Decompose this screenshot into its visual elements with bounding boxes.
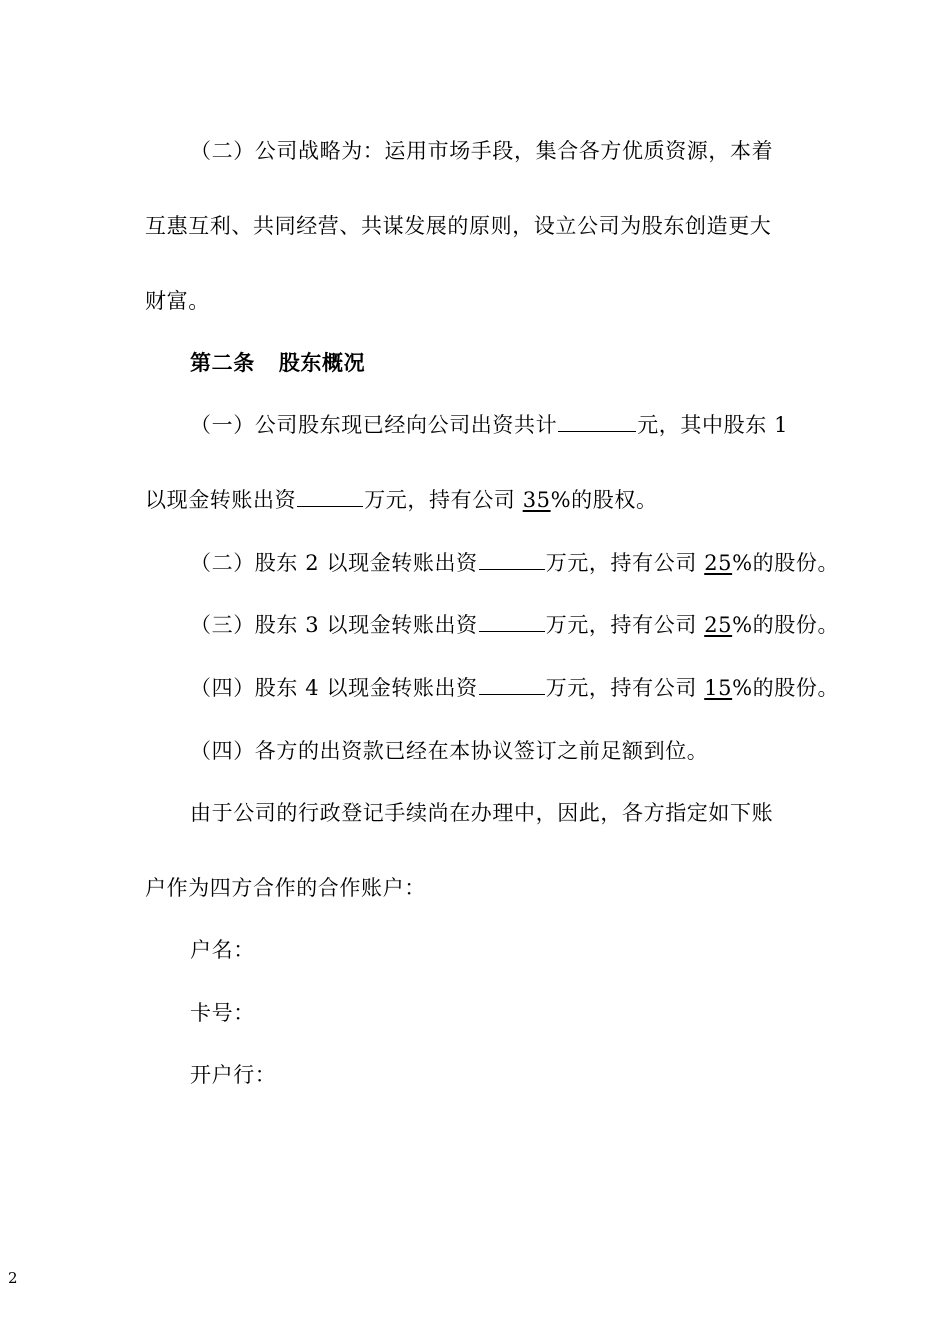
paragraph-shareholders-line-1: （一）公司股东现已经向公司出资共计 元，其中股东 1 <box>190 413 789 437</box>
shareholder-1-amount-blank <box>297 486 363 507</box>
account-name-label: 户名： <box>190 938 255 962</box>
shareholder-3-percent: 25 <box>704 613 733 637</box>
paragraph-shareholder-2: （二）股东 2 以现金转账出资 万元，持有公司 25%的股份。 <box>190 551 840 575</box>
paragraph-strategy-line-3: 财富。 <box>145 289 210 313</box>
paragraph-strategy-line-2: 互惠互利、共同经营、共谋发展的原则，设立公司为股东创造更大 <box>145 214 772 238</box>
article-heading <box>190 348 365 378</box>
shareholder-2-amount-blank <box>479 549 545 570</box>
shareholder-1-percent: 35 <box>522 488 551 512</box>
article-number: 第二条 <box>190 350 255 375</box>
shareholder-3-amount-blank <box>479 611 545 632</box>
paragraph-strategy-line-1: （二）公司战略为：运用市场手段，集合各方优质资源，本着 <box>190 139 774 163</box>
bank-branch-label: 开户行： <box>190 1063 277 1087</box>
shareholder-2-percent: 25 <box>704 551 733 575</box>
paragraph-funds-in-place: （四）各方的出资款已经在本协议签订之前足额到位。 <box>190 739 709 763</box>
total-capital-blank <box>558 411 636 432</box>
paragraph-shareholders-line-2: 以现金转账出资 万元，持有公司 35%的股权。 <box>145 488 658 512</box>
paragraph-shareholder-3: （三）股东 3 以现金转账出资 万元，持有公司 25%的股份。 <box>190 613 840 637</box>
page-number: 2 <box>8 1269 18 1287</box>
paragraph-shareholder-4: （四）股东 4 以现金转账出资 万元，持有公司 15%的股份。 <box>190 676 840 700</box>
paragraph-account-line-2: 户作为四方合作的合作账户： <box>145 876 426 900</box>
card-number-label: 卡号： <box>190 1001 255 1025</box>
shareholder-4-amount-blank <box>479 674 545 695</box>
shareholder-4-percent: 15 <box>704 676 733 700</box>
paragraph-account-line-1: 由于公司的行政登记手续尚在办理中，因此，各方指定如下账 <box>190 801 774 825</box>
article-title: 股东概况 <box>278 350 366 375</box>
